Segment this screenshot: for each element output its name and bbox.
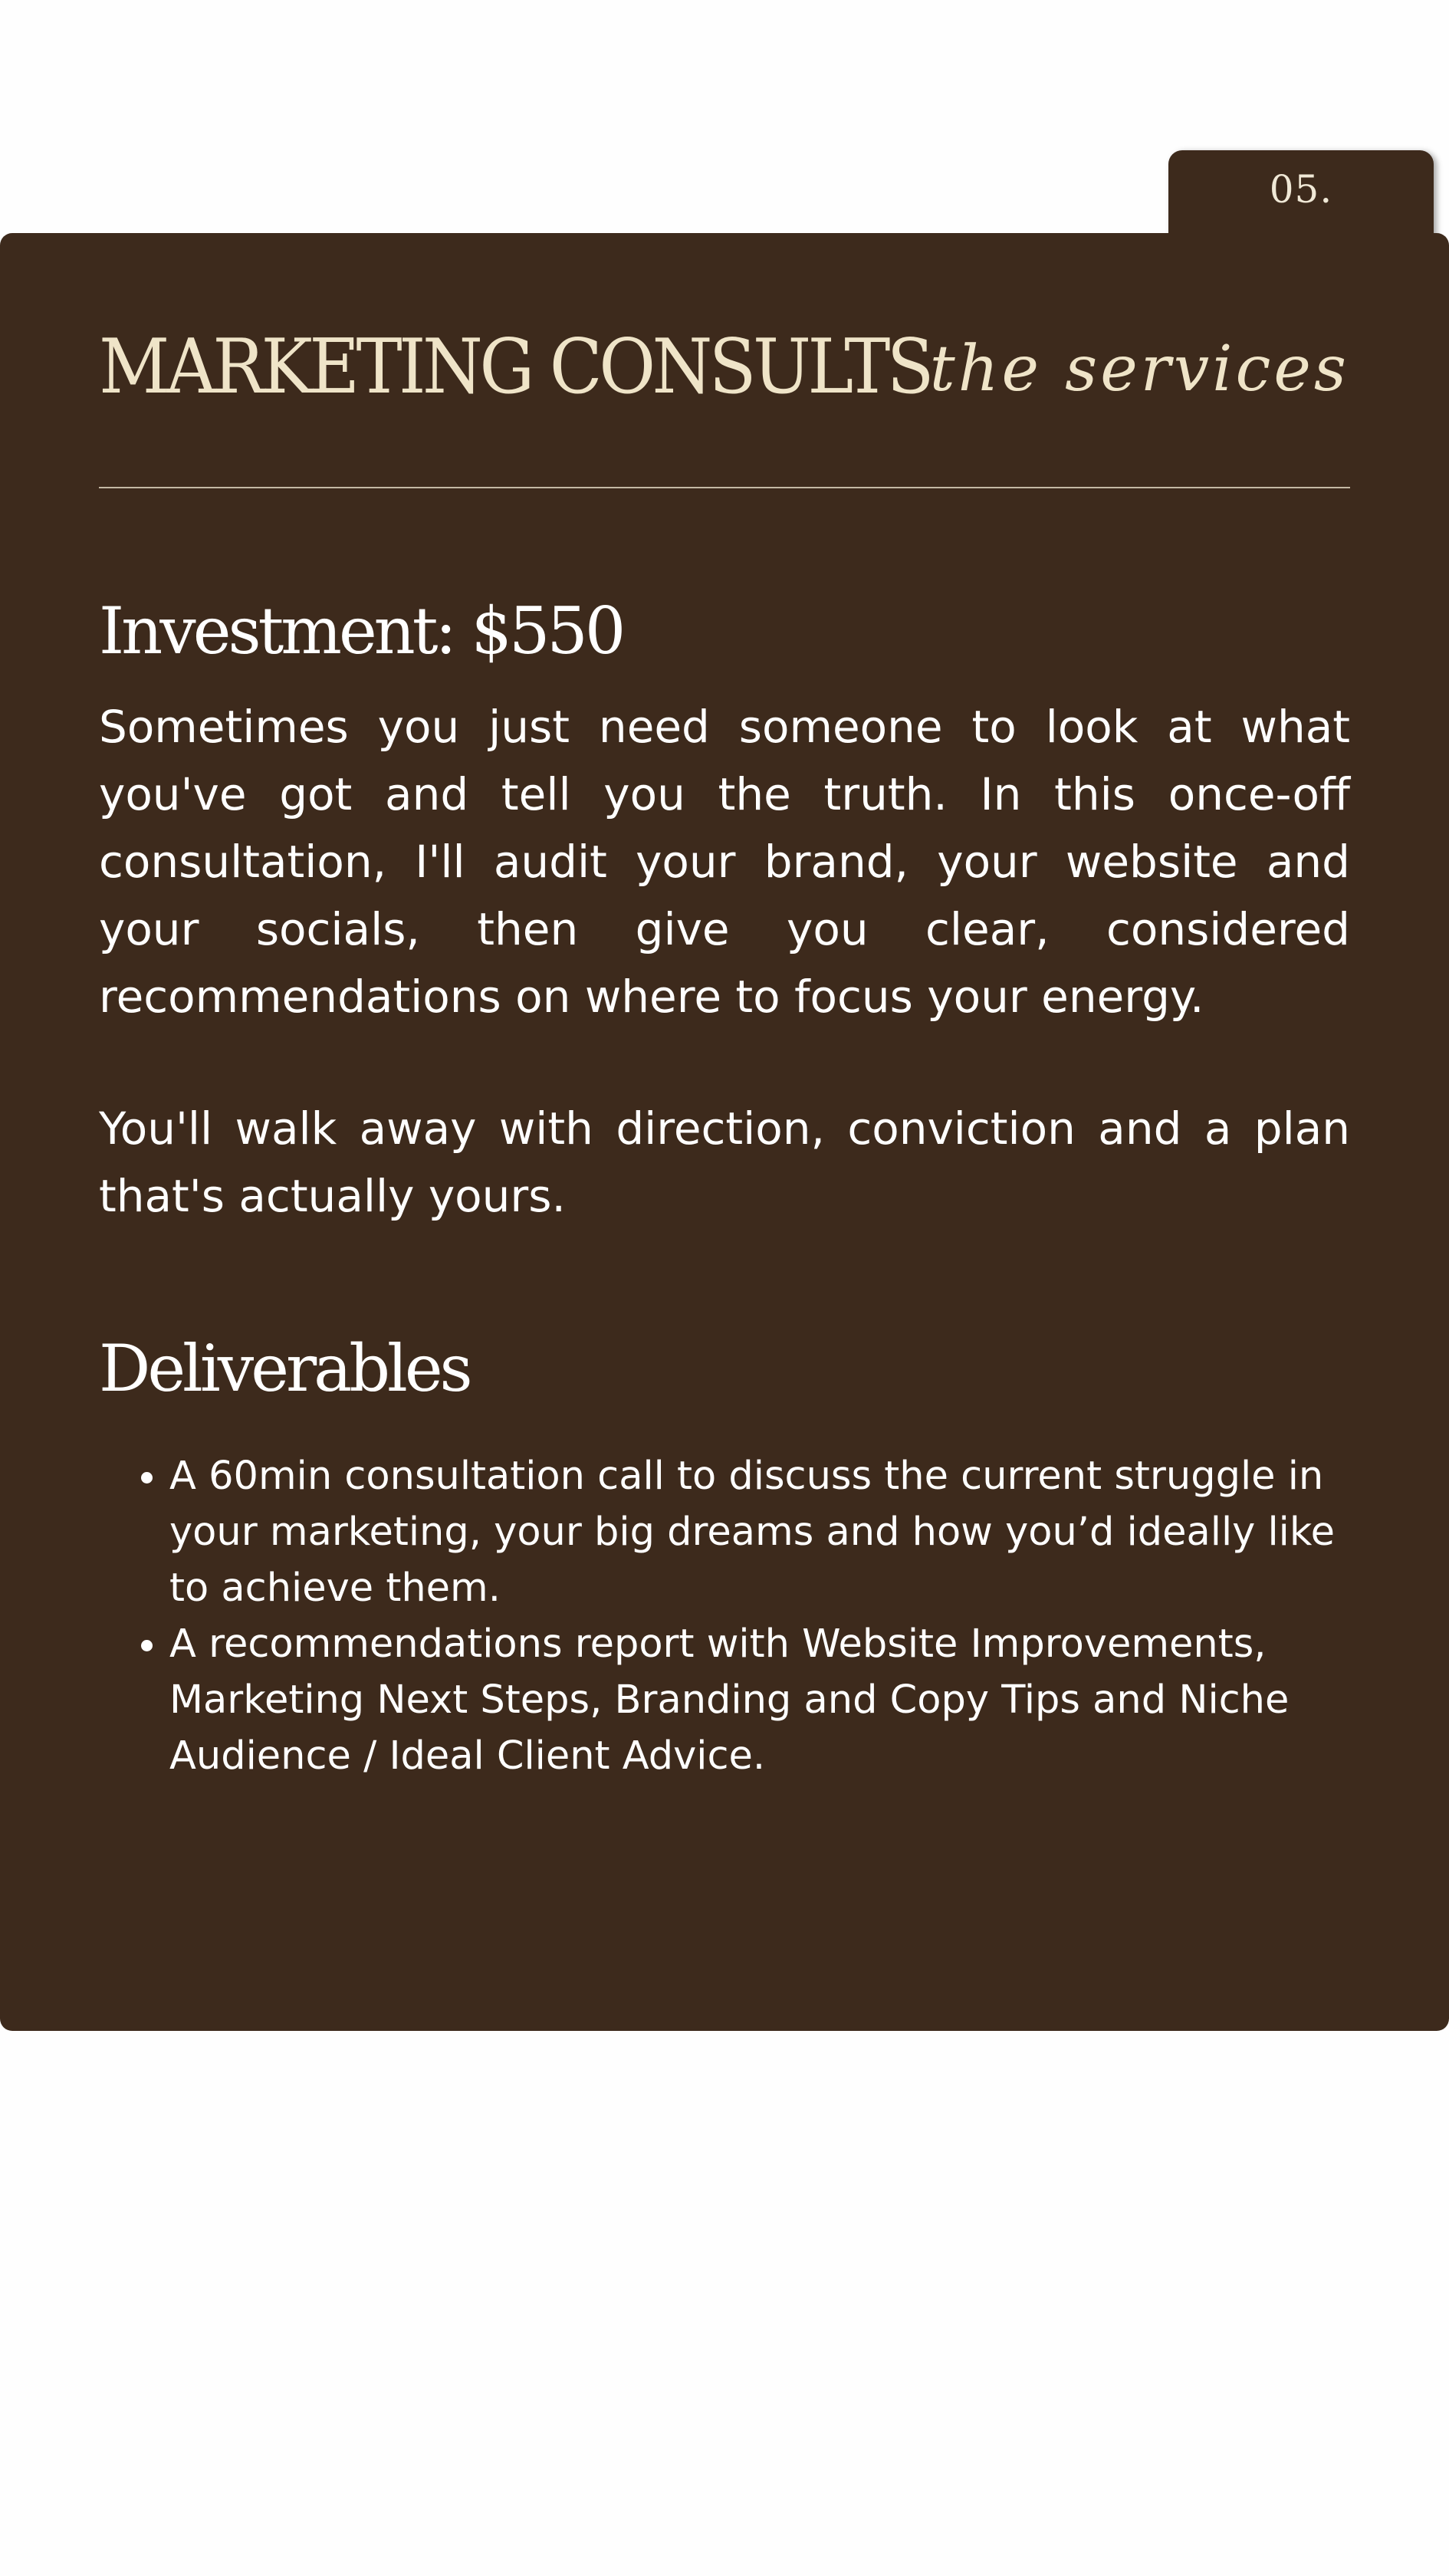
description-paragraph-2: You'll walk away with direction, conviction and a plan that's actually yours.	[99, 1102, 1350, 1222]
investment-heading: Investment: $550	[99, 593, 623, 669]
deliverables-list	[99, 1448, 1350, 1784]
service-title: MARKETING CONSULTS	[99, 324, 931, 411]
list-item: • A 60min consultation call to discuss the current struggle in your marketing, your big dreams and how you’d ideally like to achieve them.	[169, 1448, 1350, 1616]
header-divider	[99, 487, 1350, 488]
services-script-label: the services	[929, 333, 1349, 406]
list-item: • A recommendations report with Website Improvements, Marketing Next Steps, Branding and Copy Tips and Niche Audience / Ideal Client Advice.	[169, 1616, 1350, 1784]
description-paragraph-1: Sometimes you just need someone to look at what you've got and tell you the truth. In this once-off consultation, I'll audit your brand, your website and your socials, then give you clear, considered recommendations on where to focus your energy.	[99, 701, 1350, 1023]
section-number: 05.	[1269, 167, 1333, 212]
deliverables-heading: Deliverables	[99, 1331, 470, 1406]
service-card	[0, 233, 1449, 2031]
